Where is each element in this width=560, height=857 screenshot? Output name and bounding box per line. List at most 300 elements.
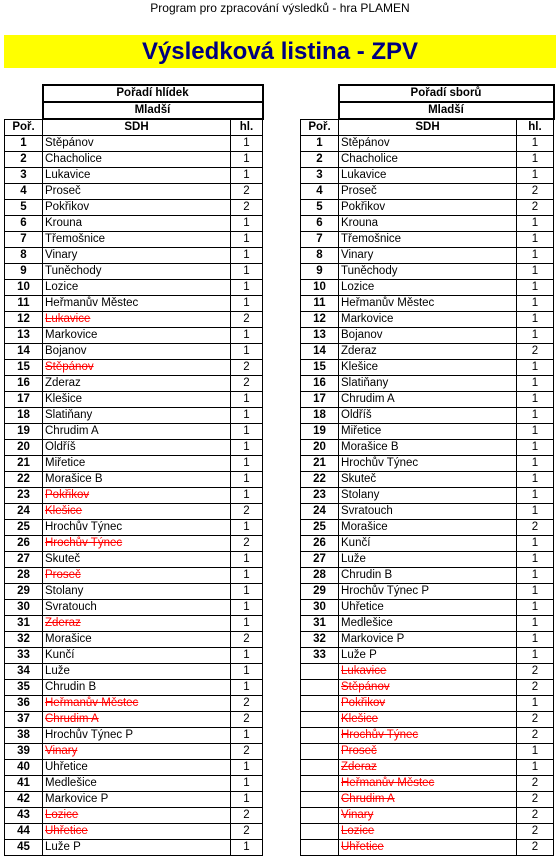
team-name-cell: [339, 168, 517, 184]
table-row: [5, 744, 263, 760]
team-name-cell: [339, 760, 517, 776]
team-name-cell-text: Třemošnice: [341, 233, 402, 245]
hl-cell-text: 2: [531, 665, 539, 677]
hl-cell-text: 2: [531, 809, 539, 821]
team-name-cell-text: Lukavice: [341, 169, 387, 181]
rank-cell-text: 24: [17, 505, 30, 517]
team-name-cell: [339, 472, 517, 488]
team-name-cell-text: Stěpánov: [341, 137, 390, 149]
hl-cell: [231, 840, 263, 856]
hl-cell-text: 1: [243, 441, 250, 453]
rank-cell: [301, 520, 339, 536]
rank-cell-text: 30: [313, 601, 326, 613]
rank-cell-text: 39: [17, 745, 30, 757]
rank-cell: [301, 808, 339, 824]
table-heading: Pořadí hlídek: [43, 85, 263, 102]
team-name-cell-text: Chrudim A: [341, 393, 395, 405]
team-name-cell: [339, 648, 517, 664]
team-name-cell-text: Kunčí: [341, 537, 371, 549]
table-row: [5, 776, 263, 792]
team-name-cell: [339, 632, 517, 648]
rank-cell: [301, 408, 339, 424]
hl-cell: [231, 440, 263, 456]
team-name-cell-text: Klešice: [341, 713, 379, 725]
rank-cell-text: 2: [20, 153, 27, 165]
team-name-cell-text: Chrudim A: [45, 425, 99, 437]
team-name-cell-text: Heřmanův Městec: [45, 697, 139, 709]
team-name-cell-text: Stolany: [341, 489, 380, 501]
table-row: [5, 392, 263, 408]
rank-cell-text: 10: [17, 281, 30, 293]
hl-cell-text: 1: [531, 297, 539, 309]
hl-cell: [517, 728, 554, 744]
table-row: [5, 568, 263, 584]
team-name-cell-text: Pokřikov: [341, 201, 386, 213]
team-name-cell: [339, 696, 517, 712]
team-name-cell-text: Zderaz: [341, 345, 377, 357]
team-name-cell: [43, 168, 231, 184]
team-name-cell: [339, 360, 517, 376]
team-name-cell-text: Bojanov: [341, 329, 383, 341]
hl-cell-text: 1: [531, 265, 539, 277]
table-row: [301, 312, 554, 328]
team-name-cell-text: Morašice: [45, 633, 92, 645]
hl-cell: [231, 232, 263, 248]
rank-cell: [5, 520, 43, 536]
team-name-cell: [43, 456, 231, 472]
hl-cell: [517, 776, 554, 792]
team-name-cell-text: Miřetice: [341, 425, 382, 437]
table-row: [5, 520, 263, 536]
team-name-cell-text: Stěpánov: [45, 361, 94, 373]
rank-cell: [301, 232, 339, 248]
team-name-cell-text: Tuněchody: [341, 265, 398, 277]
rank-cell-text: 23: [313, 489, 326, 501]
rank-cell: [301, 248, 339, 264]
team-name-cell-text: Svratouch: [341, 505, 393, 517]
rank-cell: [301, 696, 339, 712]
rank-cell: [5, 376, 43, 392]
rank-cell: [5, 488, 43, 504]
team-name-cell: [339, 792, 517, 808]
hl-cell: [231, 744, 263, 760]
rank-cell-text: 40: [17, 761, 30, 773]
rank-cell: [5, 616, 43, 632]
table-row: [301, 488, 554, 504]
hl-cell-text: 1: [531, 409, 539, 421]
hl-cell-text: 1: [531, 505, 539, 517]
hl-cell: [231, 200, 263, 216]
rank-cell: [301, 824, 339, 840]
team-name-cell-text: Lukavice: [341, 665, 387, 677]
team-name-cell-text: Proseč: [341, 745, 377, 757]
hl-cell-text: 1: [243, 281, 250, 293]
team-name-cell: [339, 552, 517, 568]
team-name-cell: [339, 488, 517, 504]
rank-cell-text: 22: [313, 473, 326, 485]
table-row: [5, 728, 263, 744]
rank-cell: [5, 344, 43, 360]
rank-cell-text: 12: [313, 313, 326, 325]
hl-cell: [517, 744, 554, 760]
team-name-cell: [43, 488, 231, 504]
hl-cell: [517, 760, 554, 776]
rank-cell-text: 25: [17, 521, 30, 533]
hl-cell: [231, 344, 263, 360]
rank-cell-text: 7: [20, 233, 27, 245]
rank-cell-text: 28: [17, 569, 30, 581]
hl-cell: [231, 632, 263, 648]
table-row: [5, 712, 263, 728]
table-row: [5, 328, 263, 344]
table-row: [5, 648, 263, 664]
team-name-cell: [339, 216, 517, 232]
rank-cell: [5, 184, 43, 200]
team-name-cell: [43, 536, 231, 552]
hl-cell: [231, 680, 263, 696]
rank-cell-text: 16: [313, 377, 326, 389]
rank-cell: [301, 504, 339, 520]
hl-cell-text: 2: [243, 505, 250, 517]
team-name-cell: [43, 328, 231, 344]
rank-cell: [5, 232, 43, 248]
rank-cell: [301, 264, 339, 280]
hl-cell-text: 1: [531, 553, 539, 565]
hl-cell-text: 1: [531, 425, 539, 437]
rank-cell: [301, 216, 339, 232]
hl-cell-text: 1: [531, 313, 539, 325]
team-name-cell: [339, 328, 517, 344]
team-name-cell: [339, 136, 517, 152]
team-name-cell: [43, 360, 231, 376]
team-name-cell-text: Hrochův Týnec P: [45, 729, 133, 741]
hl-cell-text: 1: [243, 329, 250, 341]
table-row: [301, 504, 554, 520]
rank-cell: [301, 552, 339, 568]
rank-cell: [301, 632, 339, 648]
team-name-cell: [339, 248, 517, 264]
hl-cell-text: 1: [531, 361, 539, 373]
rank-cell: [301, 328, 339, 344]
team-name-cell: [43, 152, 231, 168]
rank-cell-text: 33: [313, 649, 326, 661]
rank-cell: [5, 632, 43, 648]
team-name-cell-text: Pokřikov: [45, 489, 90, 501]
rank-cell: [301, 568, 339, 584]
team-name-cell: [339, 264, 517, 280]
rank-cell-text: 14: [17, 345, 30, 357]
rank-cell-text: 6: [316, 217, 323, 229]
rank-cell-text: 5: [20, 201, 27, 213]
hl-cell: [231, 376, 263, 392]
hl-cell: [231, 360, 263, 376]
rank-cell: [5, 808, 43, 824]
hl-cell-text: 2: [531, 345, 539, 357]
team-name-cell-text: Luže P: [45, 841, 81, 853]
team-name-cell: [339, 616, 517, 632]
rank-cell: [301, 392, 339, 408]
hl-cell: [517, 504, 554, 520]
rank-cell: [5, 408, 43, 424]
table-row: [301, 424, 554, 440]
team-name-cell: [43, 376, 231, 392]
team-name-cell: [43, 472, 231, 488]
table-row: [5, 376, 263, 392]
team-name-cell-text: Slatiňany: [341, 377, 389, 389]
hl-cell-text: 1: [531, 457, 539, 469]
hl-cell: [231, 216, 263, 232]
hl-cell: [517, 168, 554, 184]
team-name-cell-text: Lukavice: [45, 313, 91, 325]
hl-cell: [517, 232, 554, 248]
rank-cell-text: 3: [20, 169, 27, 181]
rank-cell-text: 26: [313, 537, 326, 549]
hl-cell-text: 1: [531, 601, 539, 613]
table-row: [301, 328, 554, 344]
hl-cell: [231, 408, 263, 424]
table-row: [301, 248, 554, 264]
team-name-cell: [43, 664, 231, 680]
table-row: [5, 552, 263, 568]
team-name-cell-text: Proseč: [341, 185, 377, 197]
table-row: [5, 472, 263, 488]
rank-cell-text: 35: [17, 681, 30, 693]
team-name-cell: [43, 712, 231, 728]
team-name-cell: [339, 456, 517, 472]
hl-cell: [517, 456, 554, 472]
table-row: [5, 360, 263, 376]
hl-cell-text: 2: [531, 841, 539, 853]
table-row: [5, 232, 263, 248]
rank-cell-text: 36: [17, 697, 30, 709]
hl-cell: [231, 776, 263, 792]
team-name-cell: [43, 600, 231, 616]
table-row: [301, 408, 554, 424]
rank-cell: [5, 360, 43, 376]
team-name-cell: [43, 312, 231, 328]
team-name-cell: [43, 840, 231, 856]
hl-cell-text: 1: [243, 521, 250, 533]
hl-cell-text: 1: [531, 169, 539, 181]
table-row: [5, 424, 263, 440]
team-name-cell: [43, 552, 231, 568]
table-row: [301, 456, 554, 472]
hl-cell-text: 1: [531, 377, 539, 389]
team-name-cell-text: Luže: [45, 665, 70, 677]
rank-cell-text: 17: [17, 393, 30, 405]
hl-cell: [231, 520, 263, 536]
rank-cell-text: 8: [20, 249, 27, 261]
hl-cell-text: 2: [531, 201, 539, 213]
team-name-cell-text: Hrochův Týnec: [341, 457, 419, 469]
team-name-cell: [339, 824, 517, 840]
rank-cell-text: 17: [313, 393, 326, 405]
team-name-cell: [43, 520, 231, 536]
team-name-cell: [43, 344, 231, 360]
rank-cell-text: 28: [313, 569, 326, 581]
hl-cell-text: 1: [243, 217, 250, 229]
team-name-cell-text: Chrudin B: [45, 681, 97, 693]
hl-cell-text: 2: [531, 793, 539, 805]
table-row: [301, 520, 554, 536]
hl-cell-text: 1: [243, 681, 250, 693]
rank-cell-text: 20: [17, 441, 30, 453]
team-name-cell-text: Oldříš: [341, 409, 372, 421]
team-name-cell-text: Hrochův Týnec: [341, 729, 419, 741]
hl-cell-text: 1: [531, 633, 539, 645]
rank-cell-text: 4: [316, 185, 323, 197]
hl-cell: [517, 792, 554, 808]
hl-cell: [231, 312, 263, 328]
hl-cell: [517, 376, 554, 392]
rank-cell: [301, 136, 339, 152]
table-row: [5, 168, 263, 184]
table-row: [301, 728, 554, 744]
team-name-cell: [43, 808, 231, 824]
team-name-cell: [43, 584, 231, 600]
team-column-header: SDH: [339, 119, 517, 136]
rank-cell: [5, 456, 43, 472]
team-name-cell-text: Heřmanův Městec: [45, 297, 139, 309]
hl-cell-text: 2: [243, 713, 250, 725]
hl-cell: [517, 648, 554, 664]
hl-cell-text: 1: [531, 537, 539, 549]
team-name-cell-text: Lozice: [341, 825, 375, 837]
rank-cell-text: 43: [17, 809, 30, 821]
rank-cell-text: 20: [313, 441, 326, 453]
rank-cell: [5, 328, 43, 344]
hl-cell-text: 2: [243, 633, 250, 645]
team-name-cell-text: Uhřetice: [341, 601, 384, 613]
hl-cell-text: 1: [243, 169, 250, 181]
rank-cell: [5, 168, 43, 184]
team-name-cell: [339, 600, 517, 616]
hl-cell-text: 1: [243, 793, 250, 805]
hl-cell-text: 1: [531, 137, 539, 149]
rank-cell-text: 33: [17, 649, 30, 661]
table-row: [301, 696, 554, 712]
rank-cell-text: 34: [17, 665, 30, 677]
team-name-cell: [339, 312, 517, 328]
rank-cell: [301, 728, 339, 744]
hl-cell: [517, 584, 554, 600]
table-row: [5, 152, 263, 168]
team-name-cell-text: Lozice: [45, 281, 79, 293]
hl-cell: [231, 712, 263, 728]
hl-cell-text: 2: [243, 537, 250, 549]
team-name-cell: [43, 824, 231, 840]
rank-cell: [5, 264, 43, 280]
table-row: [301, 776, 554, 792]
hl-cell: [517, 536, 554, 552]
rank-cell: [5, 424, 43, 440]
hl-cell-text: 1: [243, 585, 250, 597]
rank-cell: [301, 760, 339, 776]
team-name-cell-text: Vinary: [45, 745, 78, 757]
team-name-cell-text: Kunčí: [45, 649, 75, 661]
rank-cell-text: 19: [313, 425, 326, 437]
hl-cell-text: 1: [243, 489, 250, 501]
hl-cell-text: 1: [243, 425, 250, 437]
team-name-cell-text: Lozice: [45, 809, 79, 821]
rank-cell-text: 5: [316, 201, 323, 213]
team-name-cell-text: Uhřetice: [45, 825, 88, 837]
team-name-cell-text: Chrudin B: [341, 569, 393, 581]
team-name-cell: [43, 504, 231, 520]
hl-cell-text: 1: [243, 553, 250, 565]
table-row: [301, 840, 554, 856]
team-name-cell: [339, 424, 517, 440]
hl-cell-text: 1: [243, 729, 250, 741]
hl-cell: [231, 136, 263, 152]
rank-cell-text: 16: [17, 377, 30, 389]
table-row: [301, 712, 554, 728]
hl-cell-text: 1: [531, 393, 539, 405]
hl-cell: [517, 680, 554, 696]
team-name-cell-text: Krouna: [45, 217, 83, 229]
team-name-cell: [339, 584, 517, 600]
patrol-ranking-table: [4, 84, 264, 856]
team-name-cell-text: Markovice: [45, 329, 98, 341]
rank-cell: [301, 168, 339, 184]
table-heading: Pořadí sborů: [339, 85, 554, 102]
hl-cell: [231, 424, 263, 440]
team-name-cell-text: Svratouch: [45, 601, 97, 613]
rank-cell-text: 37: [17, 713, 30, 725]
table-row: [301, 472, 554, 488]
hl-cell: [517, 552, 554, 568]
rank-cell: [5, 664, 43, 680]
rank-cell-text: 32: [17, 633, 30, 645]
team-name-cell: [43, 424, 231, 440]
rank-cell: [301, 200, 339, 216]
rank-cell-text: 1: [316, 137, 323, 149]
team-name-cell: [43, 296, 231, 312]
rank-cell: [301, 184, 339, 200]
team-name-cell-text: Zderaz: [45, 617, 81, 629]
table-row: [301, 440, 554, 456]
rank-cell-text: 1: [20, 137, 27, 149]
rank-cell: [5, 728, 43, 744]
rank-cell-text: 29: [313, 585, 326, 597]
rank-cell: [301, 376, 339, 392]
team-column-header: SDH: [43, 119, 231, 136]
team-name-cell-text: Markovice P: [45, 793, 109, 805]
hl-cell-text: 1: [243, 601, 250, 613]
table-row: [301, 376, 554, 392]
team-name-cell: [339, 392, 517, 408]
hl-cell: [231, 536, 263, 552]
hl-cell: [517, 184, 554, 200]
team-name-cell-text: Chrudim A: [341, 793, 395, 805]
rank-cell-text: 42: [17, 793, 30, 805]
hl-cell-text: 1: [243, 841, 250, 853]
hl-cell: [517, 248, 554, 264]
hl-cell: [517, 408, 554, 424]
rank-cell-text: 30: [17, 601, 30, 613]
team-name-cell-text: Medlešice: [45, 777, 97, 789]
table-row: [301, 344, 554, 360]
rank-cell: [301, 600, 339, 616]
hl-cell: [517, 472, 554, 488]
table-row: [5, 600, 263, 616]
table-row: [5, 312, 263, 328]
team-name-cell-text: Hrochův Týnec: [45, 521, 123, 533]
rank-cell-text: 3: [316, 169, 323, 181]
team-name-cell: [43, 760, 231, 776]
table-row: [5, 488, 263, 504]
team-name-cell-text: Klešice: [341, 361, 379, 373]
